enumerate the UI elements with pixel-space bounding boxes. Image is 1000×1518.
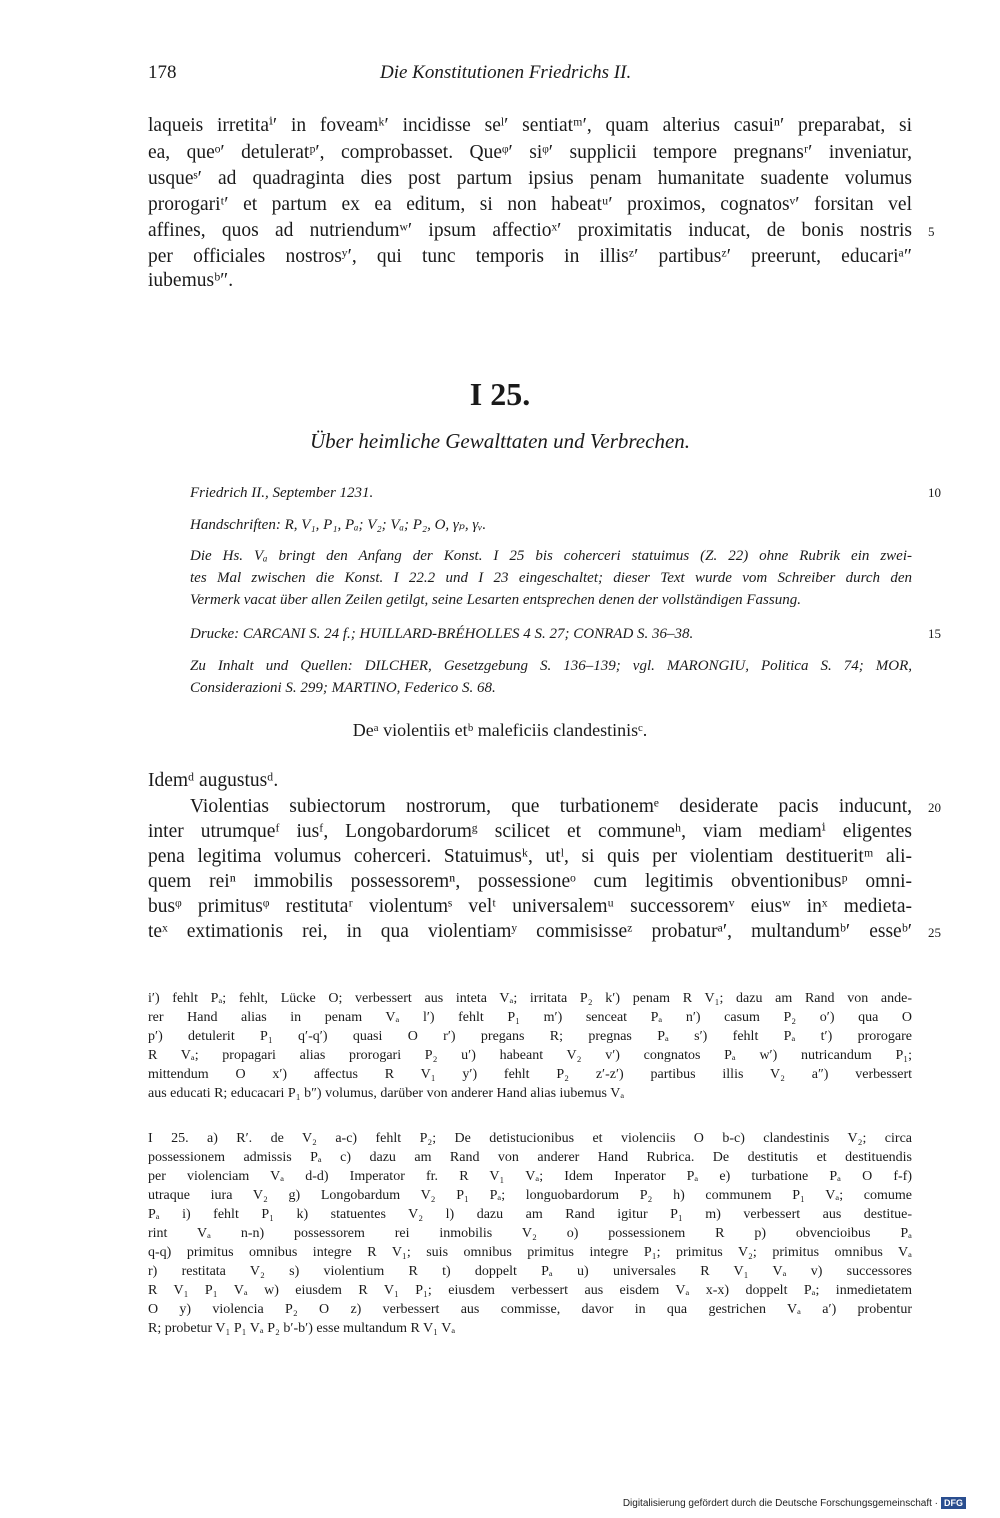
text-line: usqueˢ′ ad quadraginta dies post partum ipsius penam humanitate suadente volumus: [148, 168, 912, 189]
text-line: busᵠ primitusᵠ restitutaʳ violentumˢ velᵗ universalemᵘ successoremᵛ eiusʷ inˣ medieta-: [148, 896, 912, 917]
text-line: prorogariᵗ′ et partum ex ea editum, si non habeatᵘ′ proximos, cognatosᵛ′ forsitan vel: [148, 194, 912, 215]
footnote-line: p′) detulerit P₁ q′-q′) quasi O r′) pregans R; pregnas Pₐ s′) fehlt Pₐ t′) prorogare: [148, 1029, 912, 1044]
prints-line: Drucke: CARCANI S. 24 f.; HUILLARD-BRÉHOLLES 4 S. 27; CONRAD S. 36–38.: [190, 626, 694, 642]
footnote-line: R; probetur V₁ P₁ Vₐ P₂ b′-b′) esse multandum R V₁ Vₐ: [148, 1321, 456, 1336]
text-line: per officiales nostrosʸ′, qui tunc temporis in illisᶻ′ partibusᶻ′ preerunt, educariᵃ″: [148, 246, 912, 267]
manuscripts-line: Handschriften: R, V₁, P₁, Pₐ; V₂; Vₐ; P₂, O, γₚ, γᵥ.: [190, 517, 487, 533]
date-line: Friedrich II., September 1231.: [190, 485, 374, 501]
footnote-line: Pₐ i) fehlt P₁ k) statuentes V₂ l) dazu am Rand igitur P₁ m) verbessert aus destitue-: [148, 1207, 912, 1222]
note-line: Vermerk vacat über allen Zeilen getilgt, seine Lesarten entsprechen denen der vollständigen Fassung.: [190, 592, 801, 608]
text-line: inter utrumqueᶠ iusᶠ, Longobardorumᵍ scilicet et communeʰ, viam mediamⁱ eligentes: [148, 821, 912, 842]
line-number: 10: [928, 485, 941, 500]
sources-line: Considerazioni S. 299; MARTINO, Federico S. 68.: [190, 680, 496, 696]
footnote-line: utraque iura V₂ g) Longobardum V₂ P₁ Pₐ; longuobardorum P₂ h) communem P₁ Vₐ; comume: [148, 1188, 912, 1203]
line-number: 5: [928, 224, 935, 239]
text-line: ea, queᵒ′ detuleratᵖ′, comprobasset. Queᵠ′ siᵠ′ supplicii tempore pregnansʳ′ inveniatur,: [148, 142, 912, 163]
text-line: affines, quos ad nutriendumʷ′ ipsum affectioˣ′ proximitatis inducat, de bonis nostris: [148, 220, 912, 241]
note-line: tes Mal zwischen die Konst. I 22.2 und I 23 eingeschaltet; dieser Text wurde vom Schreiber durch den: [190, 570, 912, 586]
footnote-line: R V₁ P₁ Vₐ w) eiusdem R V₁ P₁; eiusdem verbessert aus eisdem Vₐ x-x) doppelt Pₐ; inmedietatem: [148, 1283, 912, 1298]
footnote-line: r) restitata V₂ s) violentium R t) doppelt Pₐ u) universales R V₁ Vₐ v) successores: [148, 1264, 912, 1279]
text-line: quem reiⁿ immobilis possessoremⁿ, possessioneᵒ cum legitimis obventionibusᵖ omni-: [148, 871, 912, 892]
text-line: pena legitima volumus coherceri. Statuimusᵏ, utˡ, si quis per violentiam destitueritᵐ ali-: [148, 846, 912, 867]
rubric: Deᵃ violentiis etᵇ maleficiis clandestinisᶜ.: [352, 720, 648, 740]
sources-line: Zu Inhalt und Quellen: DILCHER, Gesetzgebung S. 136–139; vgl. MARONGIU, Politica S. 74; MOR,: [190, 658, 912, 674]
footnote-line: i′) fehlt Pₐ; fehlt, Lücke O; verbessert aus inteta Vₐ; irritata P₂ k′) penam R V₁; dazu am Rand von ande-: [148, 991, 912, 1006]
note-line: Die Hs. Vₐ bringt den Anfang der Konst. I 25 bis coherceri statuimus (Z. 22) ohne Rubrik ein zwei-: [190, 548, 912, 564]
text-line: laqueis irretitaⁱ′ in foveamᵏ′ incidisse seˡ′ sentiatᵐ′, quam alterius casuiⁿ′ preparabat, si: [148, 115, 912, 136]
footnote-line: aus educati R; educacari P₁ b″) volumus, darüber von anderer Hand alias iubemus Vₐ: [148, 1086, 625, 1101]
text-line: Violentias subiectorum nostrorum, que turbationemᵉ desiderate pacis inducunt,: [190, 796, 912, 817]
footnote-line: possessionem admissis Pₐ c) dazu am Rand von anderer Hand Rubrica. De destitutis et destituendis: [148, 1150, 912, 1165]
footnote-line: rint Vₐ n-n) possessorem rei inmobilis V₂ o) possessionem R p) obvencioibus Pₐ: [148, 1226, 912, 1241]
section-title: Über heimliche Gewalttaten und Verbrechen.: [309, 429, 691, 453]
page-number: 178: [148, 62, 177, 83]
line-number: 20: [928, 800, 941, 815]
footnote-line: I 25. a) R′. de V₂ a-c) fehlt P₂; De detistucionibus et violenciis O b-c) clandestinis V₂; circa: [148, 1131, 912, 1146]
footnote-line: per violenciam Vₐ d-d) Imperator fr. R V₁ Vₐ; Idem Inperator Pₐ e) turbatione Pₐ O f-f): [148, 1169, 912, 1184]
footnote-line: rer Hand alias in penam Vₐ l′) fehlt P₁ m′) senceat Pₐ n′) casum P₂ o′) qua O: [148, 1010, 912, 1025]
digitization-footer: [623, 1497, 966, 1509]
footnote-line: R Vₐ; propagari alias prorogari P₂ u′) habeant V₂ v′) congnatos Pₐ w′) nutricandum P₁;: [148, 1048, 912, 1063]
opening-line: Idemᵈ augustusᵈ.: [148, 770, 279, 791]
footer-text: Digitalisierung gefördert durch die Deutsche Forschungsgemeinschaft ·: [622, 1498, 938, 1509]
text-line: iubemusᵇ″.: [148, 270, 234, 291]
running-title: Die Konstitutionen Friedrichs II.: [380, 62, 632, 83]
footnote-line: O y) violencia P₂ O z) verbessert aus commisse, davor in qua gestrichen Vₐ a′) probentur: [148, 1302, 912, 1317]
dfg-logo: DFG: [941, 1497, 966, 1509]
text-line: teˣ extimationis rei, in qua violentiamʸ commisisseᶻ probaturᵃ′, multandumᵇ′ esseᵇ′: [148, 921, 912, 942]
footnote-line: mittendum O x′) affectus R V₁ y′) fehlt P₂ z′-z′) partibus illis V₂ a″) verbessert: [148, 1067, 912, 1082]
line-number: 15: [928, 626, 941, 641]
footnote-line: q-q) primitus omnibus integre R V₁; suis omnibus primitus integre P₁; primitus V₂; primitus omnibus Vₐ: [148, 1245, 912, 1260]
line-number: 25: [928, 925, 941, 940]
section-number: I 25.: [469, 376, 531, 412]
